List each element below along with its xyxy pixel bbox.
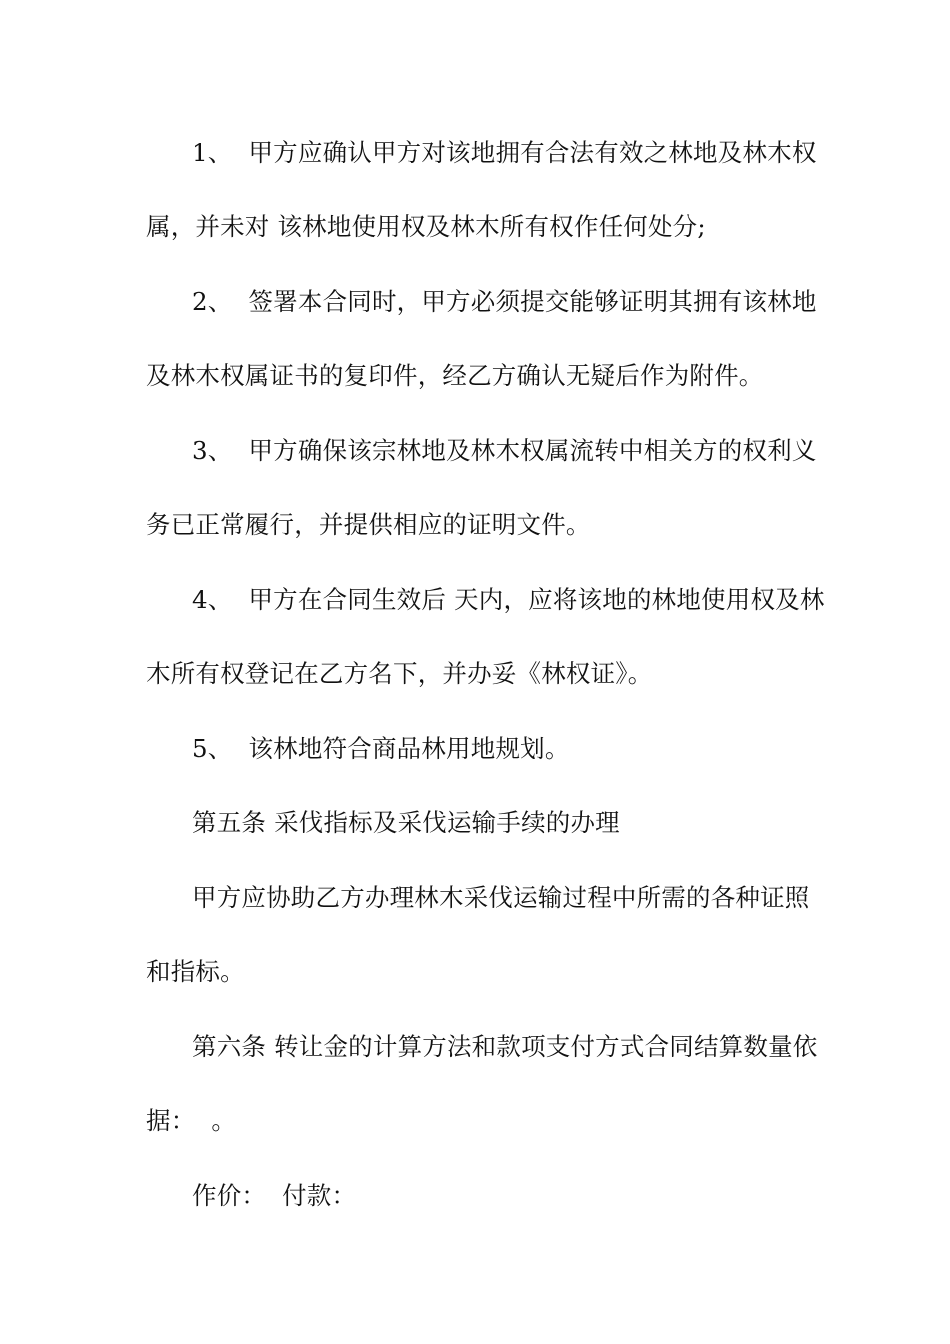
clause-3-line-1: 3、 甲方确保该宗林地及林木权属流转中相关方的权利义 bbox=[192, 436, 817, 465]
article-6-line-2: 据： 。 bbox=[146, 1106, 237, 1135]
clause-4-line-1: 4、 甲方在合同生效后 天内，应将该地的林地使用权及林 bbox=[192, 585, 825, 614]
pricing-payment-line: 作价： 付款： bbox=[192, 1181, 357, 1210]
clause-1-line-2: 属，并未对 该林地使用权及林木所有权作任何处分; bbox=[146, 212, 706, 241]
clause-5-line: 5、 该林地符合商品林用地规划。 bbox=[192, 734, 570, 763]
clause-1-line-1: 1、 甲方应确认甲方对该地拥有合法有效之林地及林木权 bbox=[192, 138, 817, 167]
clause-4-line-2: 木所有权登记在乙方名下，并办妥《林权证》。 bbox=[146, 659, 653, 688]
article-5-body-line-1: 甲方应协助乙方办理林木采伐运输过程中所需的各种证照 bbox=[192, 883, 810, 912]
article-6-line-1: 第六条 转让金的计算方法和款项支付方式合同结算数量依 bbox=[192, 1032, 818, 1061]
article-5-heading: 第五条 采伐指标及采伐运输手续的办理 bbox=[192, 808, 620, 837]
clause-3-line-2: 务已正常履行，并提供相应的证明文件。 bbox=[146, 510, 591, 539]
clause-2-line-1: 2、 签署本合同时，甲方必须提交能够证明其拥有该林地 bbox=[192, 287, 817, 316]
clause-2-line-2: 及林木权属证书的复印件，经乙方确认无疑后作为附件。 bbox=[146, 361, 764, 390]
article-5-body-line-2: 和指标。 bbox=[146, 957, 245, 986]
